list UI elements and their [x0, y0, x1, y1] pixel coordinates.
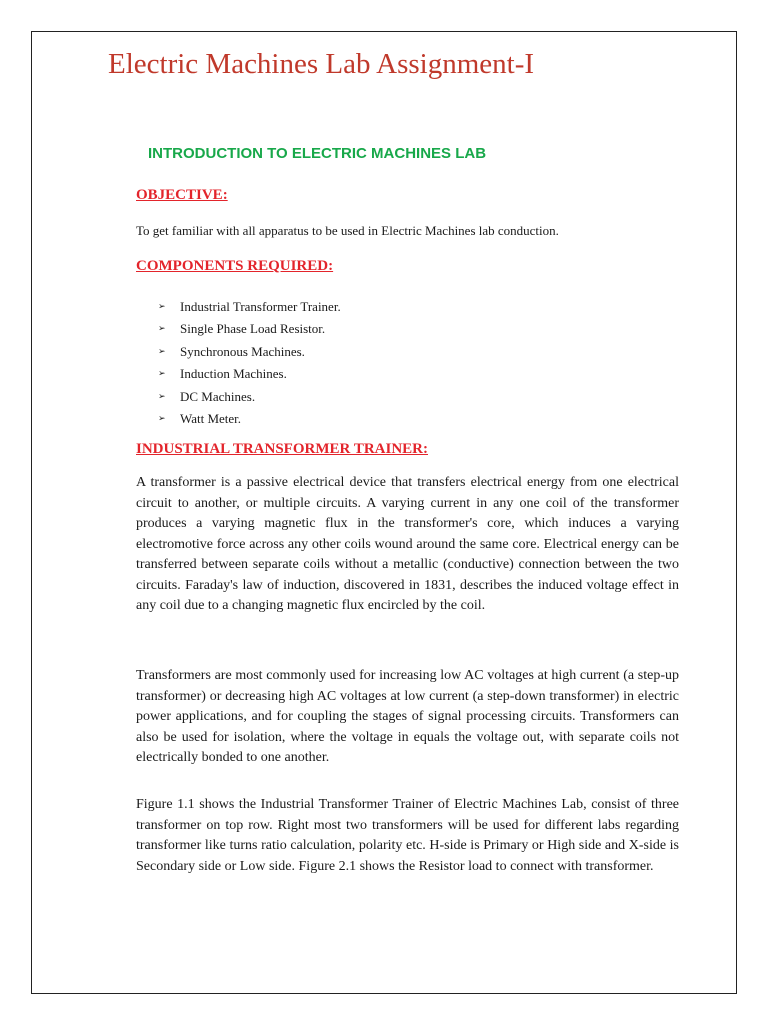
- list-item: [158, 318, 341, 340]
- objective-heading: OBJECTIVE:: [136, 187, 228, 203]
- arrow-bullet-icon: ➢: [158, 391, 166, 402]
- list-item: [158, 341, 341, 363]
- objective-text: To get familiar with all apparatus to be used in Electric Machines lab conduction.: [136, 223, 559, 238]
- list-item-text: Induction Machines.: [180, 366, 287, 382]
- paragraph-transformer-definition: A transformer is a passive electrical device that transfers electrical energy from one electrical circuit to another, or multiple circuits. A varying current in any one coil of the transformer produces a varying magnetic flux in the transformer's core, which induces a varying electromotive force across any other coils wound around the same core. Electrical energy can be transferred between separate coils without a metallic (conductive) connection between the two circuits. Faraday's law of induction, discovered in 1831, describes the induced voltage effect in any coil due to a changing magnetic flux encircled by the coil.: [136, 475, 679, 613]
- list-item: [158, 408, 341, 430]
- list-item-text: Synchronous Machines.: [180, 343, 305, 359]
- components-heading: COMPONENTS REQUIRED:: [136, 258, 334, 274]
- document-title: Electric Machines Lab Assignment-I: [108, 48, 535, 80]
- list-item: [158, 386, 341, 408]
- intro-heading: INTRODUCTION TO ELECTRIC MACHINES LAB: [148, 145, 487, 162]
- arrow-bullet-icon: ➢: [158, 369, 166, 380]
- arrow-bullet-icon: ➢: [158, 346, 166, 357]
- transformer-trainer-heading: INDUSTRIAL TRANSFORMER TRAINER:: [136, 441, 428, 457]
- arrow-bullet-icon: ➢: [158, 324, 166, 335]
- list-item: [158, 296, 341, 318]
- list-item-text: Watt Meter.: [180, 410, 242, 426]
- paragraph-transformer-uses: Transformers are most commonly used for increasing low AC voltages at high current (a step-up transformer) or decreasing high AC voltages at low current (a step-down transformer) in electric power applications, and for coupling the stages of signal processing circuits. Transformers can also be used for isolation, where the voltage in equals the voltage out, with separate coils not electrically bonded to one another.: [136, 668, 679, 765]
- paragraph-trainer-figure: Figure 1.1 shows the Industrial Transformer Trainer of Electric Machines Lab, consist of three transformer on top row. Right most two transformers will be used for different labs regarding transformer like turns ratio calculation, polarity etc. H-side is Primary or High side and X-side is Secondary side or Low side. Figure 2.1 shows the Resistor load to connect with transformer.: [136, 797, 679, 874]
- list-item-text: Industrial Transformer Trainer.: [180, 299, 341, 314]
- list-item-text: Single Phase Load Resistor.: [180, 321, 326, 337]
- arrow-bullet-icon: ➢: [158, 413, 166, 424]
- arrow-bullet-icon: ➢: [158, 302, 166, 312]
- list-item: [158, 363, 341, 385]
- components-list: [158, 296, 341, 430]
- list-item-text: DC Machines.: [180, 388, 256, 404]
